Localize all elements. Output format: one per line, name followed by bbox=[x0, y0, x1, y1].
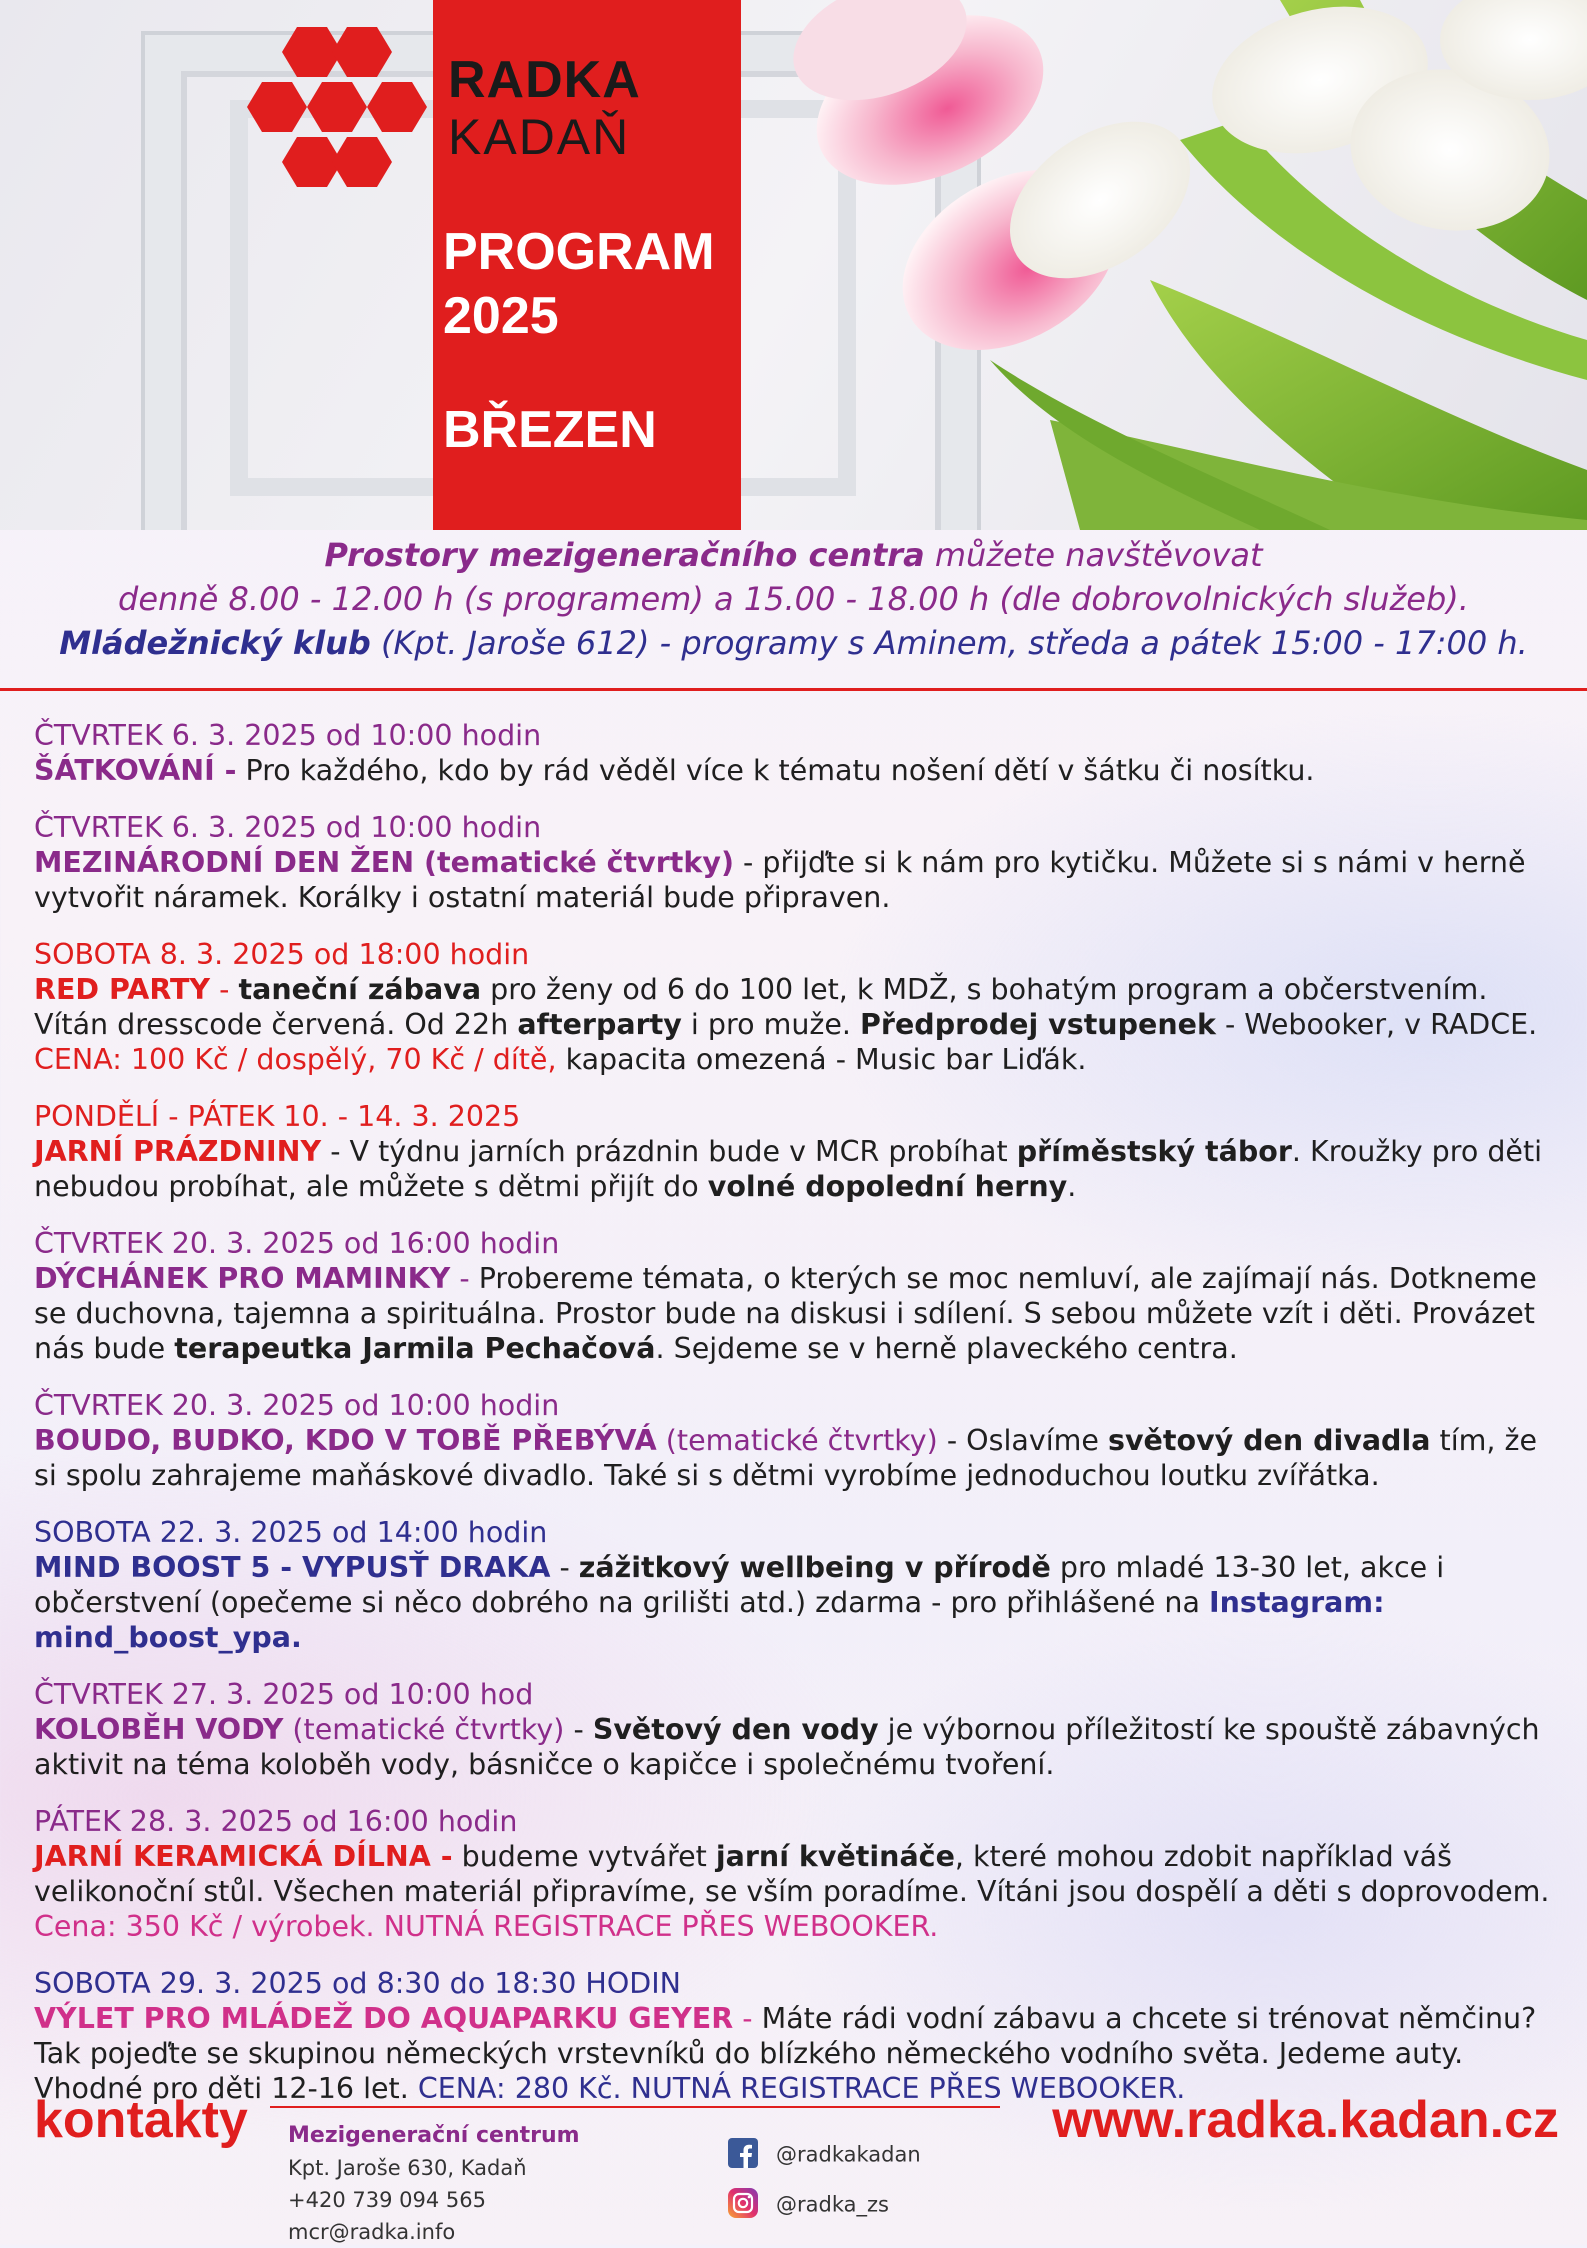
event-text: Probereme témata, o kterých se moc nemluví, ale zajímají nás. Dotkneme se duchovna, tajemna a spirituálna. Prostor bude na diskusi i sdílení. S sebou můžete vzít i děti. Provázet nás bude bbox=[34, 1262, 1537, 1365]
event-text: - Oslavíme bbox=[937, 1424, 1108, 1457]
event-text: - V týdnu jarních prázdnin bude v MCR probíhat bbox=[321, 1135, 1017, 1168]
intro-line-1 bbox=[0, 533, 1587, 577]
intro-rest-3: (Kpt. Jaroše 612) - programy s Aminem, středa a pátek 15:00 - 17:00 h. bbox=[370, 624, 1528, 662]
event-date: ČTVRTEK 20. 3. 2025 od 16:00 hodin bbox=[34, 1227, 560, 1260]
event-highlight: volné dopolední herny bbox=[707, 1170, 1068, 1203]
event-text: kapacita omezená - Music bar Liďák. bbox=[556, 1043, 1087, 1076]
event-item bbox=[34, 1099, 1564, 1204]
event-date: PÁTEK 28. 3. 2025 od 16:00 hodin bbox=[34, 1805, 518, 1838]
intro-line-2: denně 8.00 - 12.00 h (s programem) a 15.00 - 18.00 h (dle dobrovolnických služeb). bbox=[118, 580, 1469, 618]
event-price: CENA: 100 Kč / dospělý, 70 Kč / dítě, bbox=[34, 1043, 557, 1076]
facebook-handle: @radkakadan bbox=[776, 2142, 921, 2167]
email[interactable]: mcr@radka.info bbox=[288, 2220, 456, 2244]
footer-divider bbox=[270, 2106, 1000, 2108]
instagram-link[interactable] bbox=[728, 2188, 889, 2223]
event-text: - bbox=[210, 973, 239, 1006]
event-date: ČTVRTEK 6. 3. 2025 od 10:00 hodin bbox=[34, 811, 542, 844]
hexagon-logo-icon bbox=[237, 22, 437, 202]
event-text: tím, že si spolu zahrajeme maňáskové divadlo. Také si s dětmi vyrobíme jednoduchou loutku zvířátka. bbox=[34, 1424, 1537, 1492]
event-title: JARNÍ PRÁZDNINY bbox=[34, 1135, 322, 1168]
event-title: VÝLET PRO MLÁDEŽ DO AQUAPARKU GEYER bbox=[34, 2002, 734, 2035]
event-instagram-link[interactable]: Instagram: mind_boost_ypa. bbox=[34, 1586, 1385, 1654]
event-separator: - bbox=[450, 1262, 479, 1295]
event-list bbox=[34, 718, 1564, 2128]
intro-text bbox=[0, 533, 1587, 665]
event-highlight: afterparty bbox=[517, 1008, 682, 1041]
program-year: 2025 bbox=[443, 287, 559, 345]
event-highlight: Předprodej vstupenek bbox=[860, 1008, 1216, 1041]
event-text: pro mladé 13-30 let, akce i občerstvení (opečeme si něco dobrého na grilišti atd.) zdarma - pro přihlášené na bbox=[34, 1551, 1445, 1619]
event-text: pro ženy od 6 do 100 let, k MDŽ, s bohatým program a občerstvením. Vítán dresscode červená. Od 22h bbox=[34, 973, 1488, 1041]
event-text: - bbox=[550, 1551, 579, 1584]
event-title: KOLOBĚH VODY bbox=[34, 1713, 284, 1746]
event-date: ČTVRTEK 20. 3. 2025 od 10:00 hodin bbox=[34, 1389, 560, 1422]
intro-rest-1: můžete navštěvovat bbox=[924, 536, 1263, 574]
program-month: BŘEZEN bbox=[443, 401, 657, 459]
event-text: - Webooker, v RADCE. bbox=[1215, 1008, 1538, 1041]
event-item bbox=[34, 1966, 1564, 2106]
event-item bbox=[34, 1388, 1564, 1493]
event-highlight: jarní květináče bbox=[715, 1840, 955, 1873]
website-link[interactable]: www.radka.kadan.cz bbox=[1052, 2091, 1559, 2149]
event-title: MIND BOOST 5 - VYPUSŤ DRAKA bbox=[34, 1551, 551, 1584]
event-price: Cena: 350 Kč / výrobek. NUTNÁ REGISTRACE PŘES WEBOOKER. bbox=[34, 1910, 939, 1943]
event-highlight: Světový den vody bbox=[592, 1713, 879, 1746]
brand-city: KADAŇ bbox=[448, 109, 631, 165]
event-title: ŠÁTKOVÁNÍ - bbox=[34, 754, 237, 787]
event-item bbox=[34, 1677, 1564, 1782]
event-item bbox=[34, 1804, 1564, 1944]
event-text: i pro muže. bbox=[681, 1008, 861, 1041]
event-text: - přijďte si k nám pro kytičku. Můžete si s námi v herně vytvořit náramek. Korálky i ostatní materiál bude připraven. bbox=[34, 846, 1526, 914]
event-title: RED PARTY bbox=[34, 973, 211, 1006]
event-text: Pro každého, kdo by rád věděl více k tématu nošení dětí v šátku či nosítku. bbox=[236, 754, 1315, 787]
event-highlight: terapeutka Jarmila Pechačová bbox=[174, 1332, 656, 1365]
instagram-handle: @radka_zs bbox=[776, 2192, 889, 2217]
event-title: MEZINÁRODNÍ DEN ŽEN (tematické čtvrtky) bbox=[34, 846, 734, 879]
event-text: je výbornou příležitostí ke spouště zábavných aktivit na téma koloběh vody, básničce o kapičce i společnému tvoření. bbox=[34, 1713, 1540, 1781]
event-text: . bbox=[1067, 1170, 1077, 1203]
event-separator: - bbox=[733, 2002, 762, 2035]
intro-bold-1: Prostory mezigeneračního centra bbox=[324, 536, 925, 574]
event-price: CENA: 280 Kč. NUTNÁ REGISTRACE PŘES WEBOOKER. bbox=[417, 2072, 1186, 2105]
divider bbox=[0, 688, 1587, 691]
event-date: ČTVRTEK 6. 3. 2025 od 10:00 hodin bbox=[34, 719, 542, 752]
event-date: SOBOTA 22. 3. 2025 od 14:00 hodin bbox=[34, 1516, 548, 1549]
event-title: JARNÍ KERAMICKÁ DÍLNA - bbox=[34, 1840, 453, 1873]
event-text: . Kroužky pro děti nebudou probíhat, ale můžete s dětmi přijít do bbox=[34, 1135, 1543, 1203]
intro-line-3 bbox=[0, 621, 1587, 665]
event-text: - bbox=[564, 1713, 593, 1746]
header-banner bbox=[0, 0, 1587, 530]
event-date: SOBOTA 29. 3. 2025 od 8:30 do 18:30 HODIN bbox=[34, 1967, 681, 2000]
event-date: ČTVRTEK 27. 3. 2025 od 10:00 hod bbox=[34, 1678, 534, 1711]
event-highlight: světový den divadla bbox=[1107, 1424, 1431, 1457]
event-item bbox=[34, 1226, 1564, 1366]
event-item bbox=[34, 718, 1564, 788]
event-text: . Sejdeme se v herně plaveckého centra. bbox=[655, 1332, 1238, 1365]
facebook-icon bbox=[728, 2138, 758, 2173]
event-tag: (tematické čtvrtky) bbox=[656, 1424, 938, 1457]
intro-bold-3: Mládežnický klub bbox=[59, 624, 371, 662]
phone[interactable]: +420 739 094 565 bbox=[288, 2188, 486, 2212]
contacts-heading: kontakty bbox=[34, 2091, 248, 2149]
event-title: BOUDO, BUDKO, KDO V TOBĚ PŘEBÝVÁ bbox=[34, 1424, 657, 1457]
event-text: budeme vytvářet bbox=[452, 1840, 716, 1873]
event-date: PONDĚLÍ - PÁTEK 10. - 14. 3. 2025 bbox=[34, 1100, 521, 1133]
event-item bbox=[34, 1515, 1564, 1655]
facebook-link[interactable] bbox=[728, 2138, 921, 2173]
program-label: PROGRAM bbox=[443, 223, 715, 281]
event-highlight: příměstský tábor bbox=[1016, 1135, 1292, 1168]
event-item bbox=[34, 810, 1564, 915]
brand-name: RADKA bbox=[448, 51, 641, 109]
event-title: DÝCHÁNEK PRO MAMINKY bbox=[34, 1262, 451, 1295]
instagram-icon bbox=[728, 2188, 758, 2223]
event-item bbox=[34, 937, 1564, 1077]
event-text: Máte rádi vodní zábavu a chcete si trénovat němčinu? Tak pojeďte se skupinou německých vrstevníků do blízkého německého vodního světa. Jedeme auty. Vhodné pro děti 12-16 let. bbox=[34, 2002, 1537, 2105]
event-highlight: zážitkový wellbeing v přírodě bbox=[578, 1551, 1051, 1584]
event-tag: (tematické čtvrtky) bbox=[283, 1713, 565, 1746]
address-block bbox=[288, 2120, 580, 2248]
org-name: Mezigenerační centrum bbox=[288, 2123, 580, 2148]
event-highlight: taneční zábava bbox=[238, 973, 482, 1006]
event-text: , které mohou zdobit například váš velikonoční stůl. Všechen materiál připravíme, se vším poradíme. Vítáni jsou dospělí a děti s doprovodem. bbox=[34, 1840, 1550, 1908]
event-date: SOBOTA 8. 3. 2025 od 18:00 hodin bbox=[34, 938, 530, 971]
program-title bbox=[443, 220, 715, 348]
address: Kpt. Jaroše 630, Kadaň bbox=[288, 2156, 527, 2180]
